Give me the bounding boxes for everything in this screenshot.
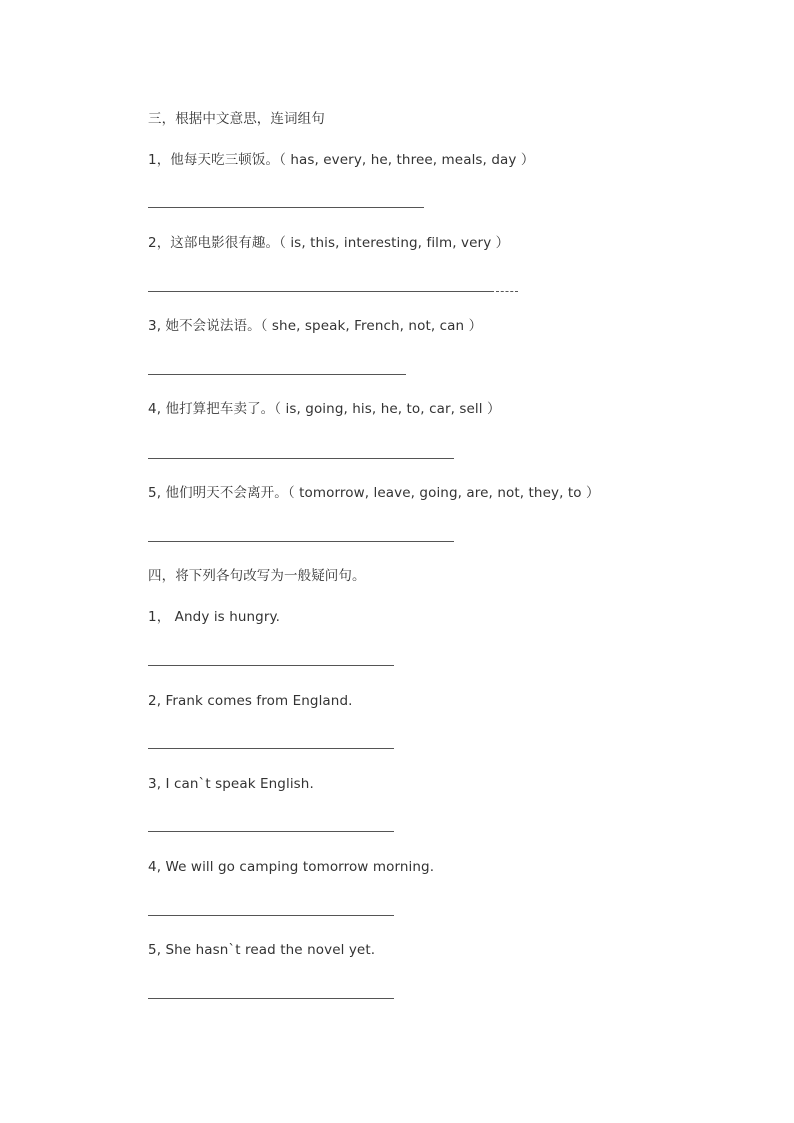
answer-line-3-5[interactable] <box>148 541 454 542</box>
answer-line-4-5[interactable] <box>148 998 394 999</box>
question-4-3: 3, I can`t speak English. <box>148 776 314 792</box>
question-3-4: 4, 他打算把车卖了。（ is, going, his, he, to, car, sell ） <box>148 401 501 417</box>
question-4-4: 4, We will go camping tomorrow morning. <box>148 859 435 875</box>
answer-line-4-1[interactable] <box>148 665 394 666</box>
section-4-heading: 四，将下列各句改写为一般疑问句。 <box>148 568 366 584</box>
answer-line-4-4[interactable] <box>148 915 394 916</box>
answer-line-3-2-dashes <box>496 291 518 292</box>
question-3-3: 3, 她不会说法语。（ she, speak, French, not, can ） <box>148 318 483 334</box>
question-4-2: 2, Frank comes from England. <box>148 693 353 709</box>
section-3-heading: 三，根据中文意思，连词组句 <box>148 111 325 127</box>
answer-line-4-2[interactable] <box>148 748 394 749</box>
question-4-5: 5, She hasn`t read the novel yet. <box>148 942 376 958</box>
question-3-1: 1，他每天吃三顿饭。（ has, every, he, three, meals, day ） <box>148 152 535 168</box>
question-3-2: 2，这部电影很有趣。（ is, this, interesting, film, very ） <box>148 235 510 251</box>
question-4-1: 1， Andy is hungry. <box>148 609 281 625</box>
answer-line-3-3[interactable] <box>148 374 406 375</box>
answer-line-4-3[interactable] <box>148 831 394 832</box>
answer-line-3-2[interactable] <box>148 291 494 292</box>
answer-line-3-4[interactable] <box>148 458 454 459</box>
answer-line-3-1[interactable] <box>148 207 424 208</box>
question-3-5: 5, 他们明天不会离开。（ tomorrow, leave, going, are, not, they, to ） <box>148 485 600 501</box>
